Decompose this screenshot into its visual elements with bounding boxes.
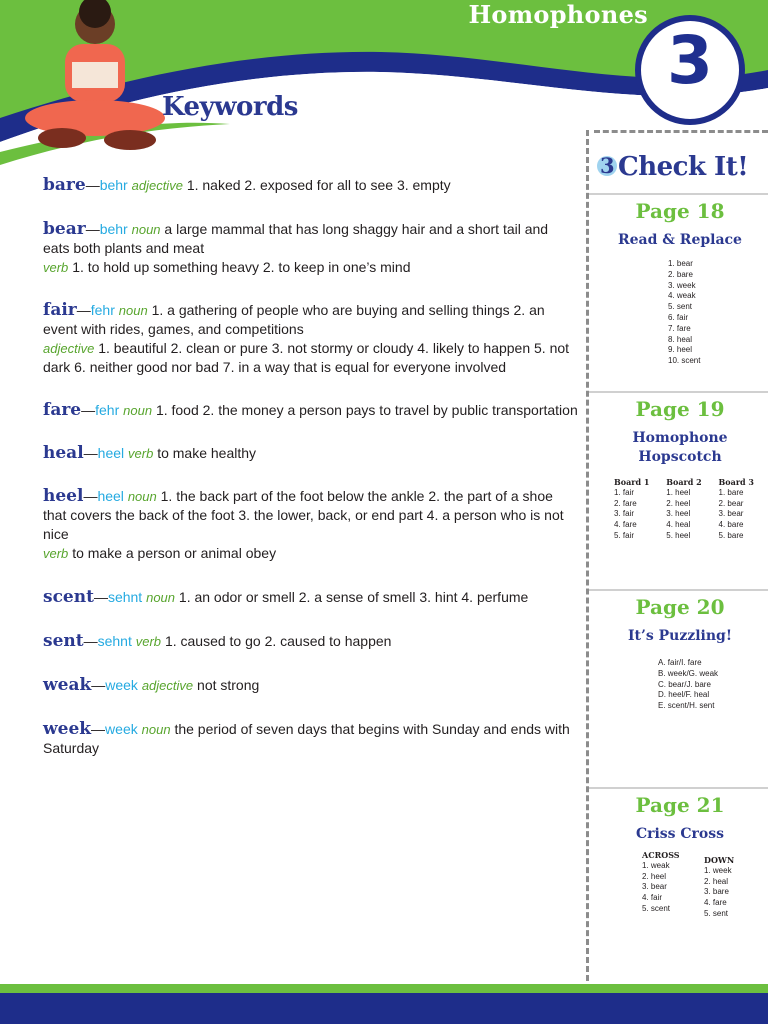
list-item: 4. fair (642, 893, 663, 903)
entry-scent: scent—sehnt noun 1. an odor or smell 2. a sense of smell 3. hint 4. perfume (43, 587, 529, 607)
column-header: Board 2 (666, 477, 702, 487)
list-item: 3. bear (718, 509, 744, 519)
entry-definition: a large mammal that has long shaggy hair and a short tail and eats both plants and meat (43, 221, 549, 256)
entry-part-of-speech: noun (141, 722, 171, 737)
list-item: 3. week (668, 280, 696, 290)
list-item: 5. sent (668, 302, 693, 312)
entry-definition: the period of seven days that begins with Sunday and ends with Saturday (43, 721, 570, 756)
entry-definition: 1. beautiful 2. clean or pure 3. not stormy or cloudy 4. likely to happen 5. not dark 6. neither good nor bad 7. in a way that is equal for everyone involved (43, 340, 570, 375)
check-it-title-text: Check It! (618, 152, 749, 182)
panel-separator (589, 589, 768, 591)
entry-part-of-speech: verb (135, 634, 162, 649)
entry-word: fare (43, 400, 82, 420)
entry-pronunciation: heel (97, 445, 125, 461)
boards-table (614, 477, 754, 542)
entry-pronunciation: week (105, 721, 138, 737)
panel-separator (589, 193, 768, 195)
answers-page-20 (592, 595, 768, 712)
entry-sent: sent—sehnt verb 1. caused to go 2. caused to happen (43, 631, 392, 651)
entry-word: heal (43, 443, 84, 463)
entry-word: heel (43, 486, 84, 506)
footer-blue-band (0, 993, 768, 1024)
list-item: 2. heel (666, 498, 691, 508)
entry-definition: to make healthy (157, 445, 257, 461)
entry-part-of-speech: verb (43, 260, 69, 275)
entry-definition: 1. a gathering of people who are buying and selling things 2. an event with rides, games, and competitions (43, 302, 545, 337)
list-item: B. week/G. weak (658, 668, 719, 678)
entry-definition: not strong (197, 677, 260, 693)
page-label: Page 18 (635, 199, 725, 223)
list-item: A. fair/I. fare (658, 658, 702, 667)
entry-definition: 1. the back part of the foot below the ankle 2. the part of a shoe that covers the back of the foot 3. the lower, back, or end part 4. a person who is not nice (43, 488, 564, 542)
entry-definition: 1. food 2. the money a person pays to travel by public transportation (155, 402, 578, 418)
answer-list (658, 658, 758, 712)
activity-title-line: Homophone (632, 430, 728, 446)
entry-part-of-speech: noun (131, 222, 161, 237)
entry-heal: heal—heel verb to make healthy (43, 443, 257, 463)
answers-page-19 (592, 397, 768, 542)
chapter-number: 3 (667, 22, 713, 99)
child-reading-illustration (20, 0, 170, 160)
answer-list (668, 259, 748, 367)
column-header: ACROSS (642, 850, 680, 860)
list-item: 5. scent (642, 903, 671, 913)
entry-bare: bare—behr adjective 1. naked 2. exposed for all to see 3. empty (43, 175, 451, 195)
list-item: 4. fare (704, 898, 727, 908)
activity-title: It’s Puzzling! (627, 628, 732, 644)
footer-green-band (0, 984, 768, 993)
entry-pronunciation: behr (99, 221, 128, 237)
entry-definition: 1. an odor or smell 2. a sense of smell 3. hint 4. perfume (178, 589, 529, 605)
page-label: Page 21 (635, 793, 725, 817)
entry-definition: 1. naked 2. exposed for all to see 3. empty (186, 177, 451, 193)
activity-title (592, 429, 768, 467)
panel-separator (589, 391, 768, 393)
list-item: 4. fare (614, 520, 637, 530)
column-header: Board 1 (614, 477, 650, 487)
check-it-badge: 3 (597, 156, 617, 176)
list-item: D. heel/F. heal (658, 690, 710, 700)
list-item: C. bear/J. bare (658, 679, 711, 689)
sidebar-top-divider (594, 130, 768, 133)
list-item: 5. heel (666, 530, 691, 540)
list-item: 3. heel (666, 509, 691, 519)
sidebar-divider (586, 130, 589, 990)
entry-pronunciation: behr (99, 177, 128, 193)
keywords-heading: Keywords (162, 92, 298, 122)
list-item: 10. scent (668, 356, 701, 366)
activity-title-line: Hopscotch (638, 449, 722, 465)
entry-definition: 1. to hold up something heavy 2. to keep in one’s mind (72, 259, 411, 275)
entry-heel: heel—heel noun 1. the back part of the foot below the ankle 2. the part of a shoe that covers the back of the foot 3. the lower, back, or end part 4. a person who is not nice verb to make a person or animal obey (43, 486, 564, 561)
entry-word: bear (43, 219, 86, 239)
list-item: 4. weak (668, 291, 696, 301)
list-item: 4. bare (718, 520, 744, 530)
entry-part-of-speech: adjective (43, 341, 95, 356)
column-header: Board 3 (718, 477, 754, 487)
entry-part-of-speech: noun (146, 590, 176, 605)
board-column (719, 477, 754, 542)
panel-separator (589, 787, 768, 789)
answers-page-18 (592, 199, 768, 367)
criss-cross-answers (642, 850, 768, 920)
entry-word: bare (43, 175, 86, 195)
page-label: Page 19 (635, 397, 725, 421)
list-item: 2. bear (718, 498, 744, 508)
activity-title: Read & Replace (618, 232, 742, 248)
entry-part-of-speech: noun (127, 489, 157, 504)
list-item: E. scent/H. sent (658, 701, 715, 711)
activity-title: Criss Cross (635, 826, 725, 842)
list-item: 8. heal (668, 334, 693, 344)
entry-part-of-speech: adjective (141, 678, 194, 693)
list-item: 1. fair (614, 487, 635, 497)
entry-part-of-speech: noun (123, 403, 153, 418)
entry-part-of-speech: noun (118, 303, 148, 318)
entry-fair: fair—fehr noun 1. a gathering of people who are buying and selling things 2. an event with rides, games, and competitions adjective 1. beautiful 2. clean or pure 3. not stormy or cloudy 4. likely to happen 5. not dark 6. neither good nor bad 7. in a way that is equal for everyone involved (43, 300, 570, 375)
entry-word: week (43, 719, 92, 739)
entry-weak: weak—week adjective not strong (43, 675, 260, 695)
list-item: 4. heal (666, 520, 691, 530)
board-column (666, 477, 701, 542)
entry-part-of-speech: verb (43, 546, 69, 561)
answers-page-21 (592, 793, 768, 920)
list-item: 1. week (704, 865, 732, 875)
list-item: 1. weak (642, 860, 670, 870)
keyword-list (43, 176, 578, 758)
entry-word: weak (43, 675, 92, 695)
entry-word: fair (43, 300, 77, 320)
section-title: Homophones (468, 0, 648, 29)
column-header: DOWN (704, 855, 735, 865)
list-item: 2. bare (668, 269, 693, 279)
entry-word: scent (43, 587, 94, 607)
entry-bear: bear—behr noun a large mammal that has long shaggy hair and a short tail and eats both plants and meat verb 1. to hold up something heavy 2. to keep in one’s mind (43, 219, 549, 275)
board-column (614, 477, 649, 542)
entry-pronunciation: heel (97, 488, 124, 504)
list-item: 2. heal (704, 876, 729, 886)
list-item: 3. fair (614, 509, 635, 519)
entry-part-of-speech: adjective (131, 178, 183, 193)
list-item: 9. heel (668, 345, 693, 355)
list-item: 5. fair (614, 530, 635, 540)
entry-pronunciation: week (105, 677, 138, 693)
entry-part-of-speech: verb (128, 446, 154, 461)
list-item: 2. heel (642, 871, 667, 881)
entry-word: sent (43, 631, 84, 651)
entry-definition: 1. caused to go 2. caused to happen (164, 633, 392, 649)
list-item: 5. sent (704, 908, 729, 918)
page-label: Page 20 (635, 595, 725, 619)
across-column (642, 850, 704, 920)
list-item: 1. heel (666, 487, 691, 497)
entry-pronunciation: fehr (95, 402, 120, 418)
list-item: 7. fare (668, 323, 691, 333)
list-item: 3. bare (704, 887, 729, 897)
check-it-title (597, 152, 748, 182)
list-item: 6. fair (668, 312, 689, 322)
entry-pronunciation: sehnt (97, 633, 132, 649)
list-item: 5. bare (718, 530, 744, 540)
down-column (704, 855, 734, 920)
list-item: 1. bear (668, 259, 693, 268)
entry-pronunciation: fehr (90, 302, 115, 318)
entry-pronunciation: sehnt (107, 589, 143, 605)
entry-week: week—week noun the period of seven days that begins with Sunday and ends with Saturday (43, 719, 570, 756)
entry-fare: fare—fehr noun 1. food 2. the money a person pays to travel by public transportation (43, 400, 578, 420)
list-item: 3. bear (642, 882, 667, 892)
entry-definition: to make a person or animal obey (72, 545, 277, 561)
list-item: 1. bare (718, 487, 744, 497)
list-item: 2. fare (614, 498, 637, 508)
